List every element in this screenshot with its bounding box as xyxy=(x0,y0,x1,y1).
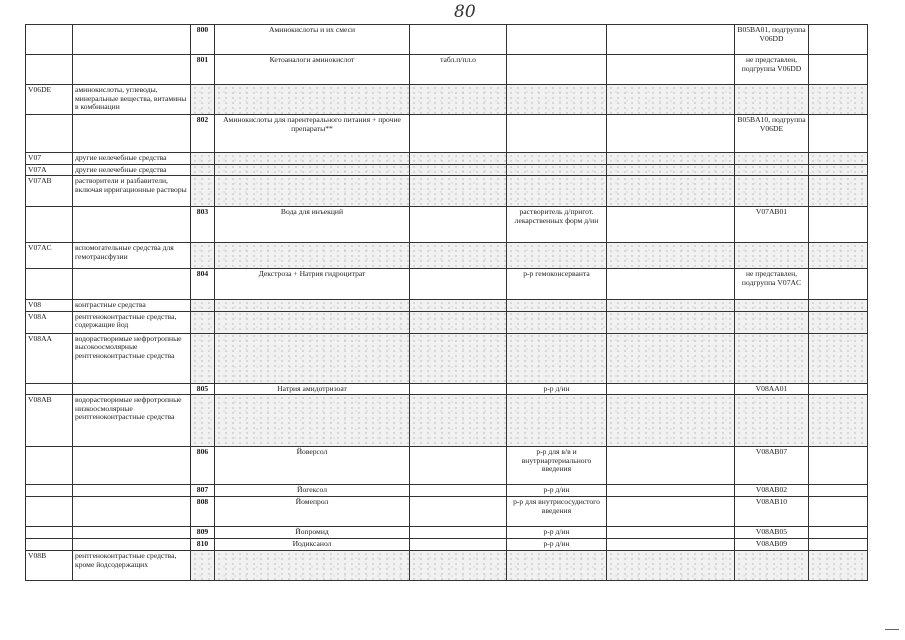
atc-group-description: аминокислоты, углеводы, минеральные вещества, витамины в комбинации xyxy=(73,85,191,115)
category-row xyxy=(26,333,868,383)
atc-group-description xyxy=(73,269,191,300)
atc-group-code xyxy=(26,485,73,497)
atc-group-code xyxy=(26,25,73,55)
atc-group-description xyxy=(73,497,191,527)
table-body xyxy=(26,25,868,581)
empty-cell xyxy=(191,176,215,207)
atc-group-code xyxy=(26,539,73,551)
empty-cell xyxy=(507,311,607,333)
atc-code: B05BA01, подгруппа V06DD xyxy=(735,25,809,55)
empty-cell xyxy=(191,551,215,581)
atc-code: V08AB10 xyxy=(735,497,809,527)
atc-group-description: рентгеноконтрастные средства, содержащие йод xyxy=(73,311,191,333)
empty-cell xyxy=(607,207,735,243)
item-number: 809 xyxy=(191,527,215,539)
empty-cell xyxy=(410,485,507,497)
empty-cell xyxy=(410,383,507,395)
dosage-form: р-р для в/в и внутриартериального введения xyxy=(507,447,607,485)
dosage-form: табл.п/пл.о xyxy=(410,55,507,85)
empty-cell xyxy=(607,497,735,527)
drug-name: Вода для инъекций xyxy=(215,207,410,243)
atc-group-code xyxy=(26,55,73,85)
drug-name: Декстроза + Натрия гидроцитрат xyxy=(215,269,410,300)
empty-cell xyxy=(191,243,215,269)
empty-cell xyxy=(607,55,735,85)
atc-group-code: V08 xyxy=(26,300,73,312)
drug-row xyxy=(26,269,868,300)
atc-group-code xyxy=(26,497,73,527)
drug-name: Аминокислоты и их смеси xyxy=(215,25,410,55)
empty-cell xyxy=(410,311,507,333)
atc-group-description xyxy=(73,383,191,395)
empty-cell xyxy=(607,176,735,207)
empty-cell xyxy=(607,243,735,269)
atc-code: B05BA10, подгруппа V06DE xyxy=(735,115,809,153)
atc-group-description: рентгеноконтрастные средства, кроме йодсодержащих xyxy=(73,551,191,581)
empty-cell xyxy=(507,551,607,581)
empty-cell xyxy=(215,551,410,581)
dosage-form: растворитель д/пригот. лекарственных форм д/ин xyxy=(507,207,607,243)
empty-cell xyxy=(809,25,868,55)
item-number: 800 xyxy=(191,25,215,55)
empty-cell xyxy=(410,447,507,485)
dosage-form xyxy=(410,25,507,55)
empty-cell xyxy=(809,176,868,207)
drug-name: Йоверсол xyxy=(215,447,410,485)
empty-cell xyxy=(607,269,735,300)
empty-cell xyxy=(809,383,868,395)
empty-cell xyxy=(809,164,868,176)
empty-cell xyxy=(410,551,507,581)
empty-cell xyxy=(191,300,215,312)
empty-cell xyxy=(507,243,607,269)
empty-cell xyxy=(507,164,607,176)
empty-cell xyxy=(735,164,809,176)
drug-row xyxy=(26,207,868,243)
empty-cell xyxy=(735,395,809,447)
empty-cell xyxy=(215,395,410,447)
empty-cell xyxy=(215,85,410,115)
empty-cell xyxy=(215,300,410,312)
empty-cell xyxy=(410,176,507,207)
atc-group-code: V08B xyxy=(26,551,73,581)
empty-cell xyxy=(410,153,507,165)
atc-group-description: растворители и разбавители, включая ирригационные растворы xyxy=(73,176,191,207)
empty-cell xyxy=(410,269,507,300)
empty-cell xyxy=(215,164,410,176)
atc-group-code xyxy=(26,115,73,153)
dosage-form: р-р д/ин xyxy=(507,527,607,539)
empty-cell xyxy=(191,164,215,176)
empty-cell xyxy=(507,115,607,153)
atc-group-description: вспомогательные средства для гемотрансфузии xyxy=(73,243,191,269)
atc-group-description: контрастные средства xyxy=(73,300,191,312)
empty-cell xyxy=(410,395,507,447)
empty-cell xyxy=(809,207,868,243)
drug-row xyxy=(26,527,868,539)
empty-cell xyxy=(607,527,735,539)
empty-cell xyxy=(215,176,410,207)
empty-cell xyxy=(215,333,410,383)
atc-group-description: водорастворимые нефротропные низкоосмолярные рентгеноконтрастные средства xyxy=(73,395,191,447)
category-row xyxy=(26,300,868,312)
drug-name: Кетоаналоги аминокислот xyxy=(215,55,410,85)
empty-cell xyxy=(809,485,868,497)
empty-cell xyxy=(507,55,607,85)
dosage-form: р-р д/ин xyxy=(507,485,607,497)
empty-cell xyxy=(607,115,735,153)
empty-cell xyxy=(607,333,735,383)
drug-name: Аминокислоты для парентерального питания + прочие препараты** xyxy=(215,115,410,153)
empty-cell xyxy=(410,527,507,539)
empty-cell xyxy=(809,243,868,269)
empty-cell xyxy=(410,207,507,243)
drug-row xyxy=(26,497,868,527)
empty-cell xyxy=(507,395,607,447)
atc-group-description xyxy=(73,447,191,485)
empty-cell xyxy=(735,551,809,581)
empty-cell xyxy=(607,85,735,115)
page-number: 80 xyxy=(454,2,476,22)
empty-cell xyxy=(410,243,507,269)
empty-cell xyxy=(607,383,735,395)
empty-cell xyxy=(191,395,215,447)
atc-code: V08AB09 xyxy=(735,539,809,551)
item-number: 807 xyxy=(191,485,215,497)
atc-code: V08AB02 xyxy=(735,485,809,497)
empty-cell xyxy=(607,551,735,581)
drug-row xyxy=(26,447,868,485)
atc-group-description xyxy=(73,207,191,243)
drug-name: Натрия амидотризоат xyxy=(215,383,410,395)
item-number: 810 xyxy=(191,539,215,551)
empty-cell xyxy=(410,497,507,527)
empty-cell xyxy=(607,164,735,176)
atc-code: V07AB01 xyxy=(735,207,809,243)
empty-cell xyxy=(215,243,410,269)
empty-cell xyxy=(607,539,735,551)
empty-cell xyxy=(410,300,507,312)
atc-group-description xyxy=(73,55,191,85)
empty-cell xyxy=(607,395,735,447)
atc-group-description: водорастворимые нефротропные высокоосмолярные рентгеноконтрастные средства xyxy=(73,333,191,383)
empty-cell xyxy=(809,269,868,300)
empty-cell xyxy=(410,333,507,383)
empty-cell xyxy=(410,164,507,176)
empty-cell xyxy=(191,85,215,115)
drug-row xyxy=(26,25,868,55)
atc-group-code xyxy=(26,383,73,395)
empty-cell xyxy=(607,300,735,312)
atc-group-code xyxy=(26,269,73,300)
empty-cell xyxy=(410,539,507,551)
atc-group-code: V08AB xyxy=(26,395,73,447)
empty-cell xyxy=(809,55,868,85)
empty-cell xyxy=(507,25,607,55)
empty-cell xyxy=(191,333,215,383)
empty-cell xyxy=(735,85,809,115)
atc-code: V08AA01 xyxy=(735,383,809,395)
empty-cell xyxy=(735,176,809,207)
atc-group-description: другие нелечебные средства xyxy=(73,164,191,176)
empty-cell xyxy=(410,85,507,115)
atc-group-description: другие нелечебные средства xyxy=(73,153,191,165)
atc-group-description xyxy=(73,25,191,55)
drug-name: Йопромид xyxy=(215,527,410,539)
empty-cell xyxy=(809,333,868,383)
category-row xyxy=(26,243,868,269)
atc-group-code: V07 xyxy=(26,153,73,165)
scan-mark xyxy=(885,629,899,630)
atc-group-code: V07A xyxy=(26,164,73,176)
empty-cell xyxy=(809,311,868,333)
empty-cell xyxy=(809,551,868,581)
category-row xyxy=(26,395,868,447)
drug-row xyxy=(26,485,868,497)
empty-cell xyxy=(809,447,868,485)
dosage-form: р-р для внутрисосудистого введения xyxy=(507,497,607,527)
empty-cell xyxy=(507,153,607,165)
empty-cell xyxy=(809,153,868,165)
atc-group-code: V07AC xyxy=(26,243,73,269)
empty-cell xyxy=(507,176,607,207)
category-row xyxy=(26,311,868,333)
atc-group-description xyxy=(73,115,191,153)
category-row xyxy=(26,85,868,115)
atc-code: V08AB05 xyxy=(735,527,809,539)
atc-code: не представлен, подгруппа V06DD xyxy=(735,55,809,85)
category-row xyxy=(26,176,868,207)
item-number: 805 xyxy=(191,383,215,395)
atc-code: V08AB07 xyxy=(735,447,809,485)
item-number: 806 xyxy=(191,447,215,485)
drug-row xyxy=(26,115,868,153)
empty-cell xyxy=(607,25,735,55)
item-number: 804 xyxy=(191,269,215,300)
atc-code: не представлен, подгруппа V07AC xyxy=(735,269,809,300)
empty-cell xyxy=(735,311,809,333)
empty-cell xyxy=(607,485,735,497)
empty-cell xyxy=(507,85,607,115)
empty-cell xyxy=(735,333,809,383)
atc-group-code: V08A xyxy=(26,311,73,333)
drug-register-table xyxy=(25,24,868,581)
dosage-form: р-р д/ин xyxy=(507,539,607,551)
dosage-form: р-р д/ин xyxy=(507,383,607,395)
empty-cell xyxy=(809,300,868,312)
category-row xyxy=(26,551,868,581)
empty-cell xyxy=(607,311,735,333)
atc-group-description xyxy=(73,539,191,551)
drug-row xyxy=(26,383,868,395)
atc-group-code: V07AB xyxy=(26,176,73,207)
empty-cell xyxy=(809,539,868,551)
category-row xyxy=(26,164,868,176)
empty-cell xyxy=(735,300,809,312)
item-number: 801 xyxy=(191,55,215,85)
empty-cell xyxy=(735,153,809,165)
atc-group-description xyxy=(73,527,191,539)
atc-group-description xyxy=(73,485,191,497)
empty-cell xyxy=(809,395,868,447)
atc-group-code: V08AA xyxy=(26,333,73,383)
drug-row xyxy=(26,539,868,551)
empty-cell xyxy=(507,300,607,312)
empty-cell xyxy=(191,311,215,333)
drug-name: Иодиксанол xyxy=(215,539,410,551)
empty-cell xyxy=(735,243,809,269)
drug-name: Йогексол xyxy=(215,485,410,497)
atc-group-code xyxy=(26,207,73,243)
empty-cell xyxy=(215,153,410,165)
atc-group-code: V06DE xyxy=(26,85,73,115)
dosage-form xyxy=(410,115,507,153)
empty-cell xyxy=(607,447,735,485)
category-row xyxy=(26,153,868,165)
item-number: 803 xyxy=(191,207,215,243)
item-number: 802 xyxy=(191,115,215,153)
drug-name: Йомепрол xyxy=(215,497,410,527)
empty-cell xyxy=(809,527,868,539)
empty-cell xyxy=(809,85,868,115)
atc-group-code xyxy=(26,447,73,485)
drug-row xyxy=(26,55,868,85)
atc-group-code xyxy=(26,527,73,539)
item-number: 808 xyxy=(191,497,215,527)
empty-cell xyxy=(809,115,868,153)
empty-cell xyxy=(215,311,410,333)
empty-cell xyxy=(507,333,607,383)
empty-cell xyxy=(809,497,868,527)
empty-cell xyxy=(191,153,215,165)
empty-cell xyxy=(607,153,735,165)
dosage-form: р-р гемоконсерванта xyxy=(507,269,607,300)
